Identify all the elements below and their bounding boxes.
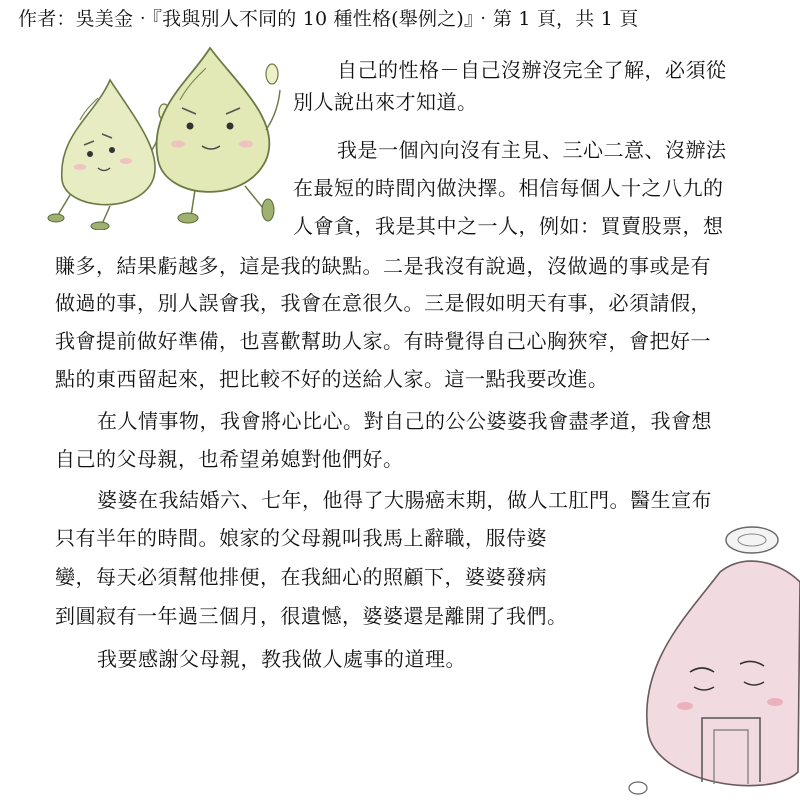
text-line-11: 自己的父母親，也希望弟媳對他們好。: [55, 447, 404, 471]
text-line-12: 婆婆在我結婚六、七年，他得了大腸癌末期，做人工肛門。醫生宣布: [97, 488, 712, 512]
text-line-15: 到圓寂有一年過三個月，很遺憾，婆婆還是離開了我們。: [55, 604, 568, 628]
page-header: 作者：吳美金‧『我與別人不同的 10 種性格(舉例之)』‧第 1 頁，共 1 頁: [18, 8, 639, 30]
text-line-5: 人會貪，我是其中之一人，例如：買賣股票，想: [293, 214, 724, 238]
text-line-10: 在人情事物，我會將心比心。對自己的公公婆婆我會盡孝道，我會想: [97, 409, 712, 433]
text-line-13: 只有半年的時間。娘家的父母親叫我馬上辭職，服侍婆: [55, 526, 547, 550]
text-line-16: 我要感謝父母親，教我做人處事的道理。: [97, 647, 466, 671]
text-line-7: 做過的事，別人誤會我，我會在意很久。三是假如明天有事，必須請假，: [55, 291, 711, 315]
text-line-6: 賺多，結果虧越多，這是我的缺點。二是我沒有說過，沒做過的事或是有: [55, 254, 711, 278]
pink-seed-character-illustration: [610, 522, 800, 800]
text-line-1: 自己的性格－自己沒辦沒完全了解，必須從: [337, 58, 727, 82]
text-line-14: 孌，每天必須幫他排便，在我細心的照顧下，婆婆發病: [55, 565, 547, 589]
text-line-2: 別人說出來才知道。: [293, 90, 478, 114]
text-line-3: 我是一個內向沒有主見、三心二意、沒辦法: [337, 138, 727, 162]
text-line-9: 點的東西留起來，把比較不好的送給人家。這一點我要改進。: [55, 367, 609, 391]
text-line-8: 我會提前做好準備，也喜歡幫助人家。有時覺得自己心胸狹窄，會把好一: [55, 329, 711, 353]
text-line-4: 在最短的時間內做決擇。相信每個人十之八九的: [293, 176, 724, 200]
green-seed-characters-illustration: [40, 40, 290, 230]
